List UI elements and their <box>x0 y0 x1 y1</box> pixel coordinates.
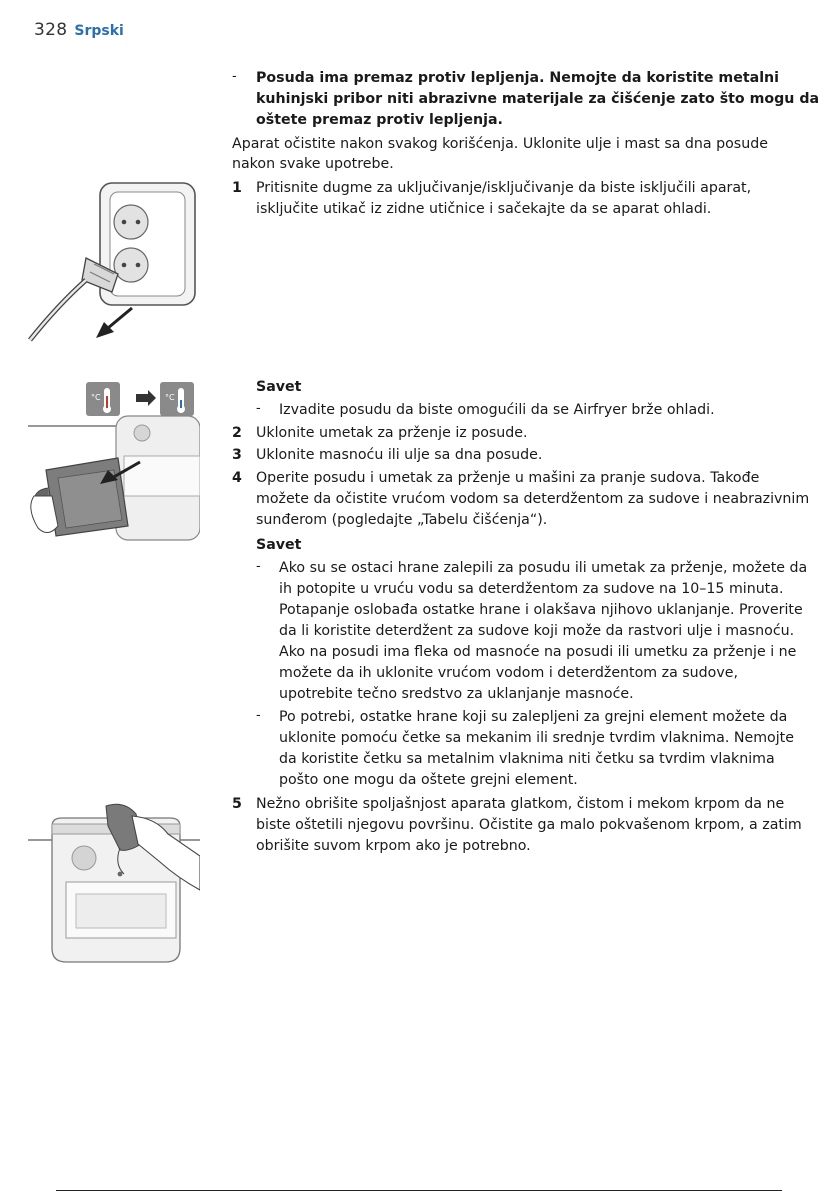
warning-line-2: kuhinjski pribor niti abrazivne materijale za čišćenje zato što mogu da <box>256 91 820 107</box>
step-5-line-3: obrišite suvom krpom ako je potrebno. <box>256 838 531 854</box>
step-3-text: Uklonite masnoću ili ulje sa dna posude. <box>256 447 543 463</box>
language-label: Srpski <box>74 23 124 39</box>
wipe-appliance-illustration <box>28 798 200 970</box>
tip-2-b1-line-5: Ako na posudi ima fleka od masnoće na posudi ili umetku za prženje i ne <box>279 644 797 660</box>
tip-2-b1-line-3: Potapanje oslobađa ostatke hrane i olakšava njihovo uklanjanje. Proverite <box>279 602 803 618</box>
step-4-number: 4 <box>232 470 242 486</box>
tip-2-b1-line-6: možete da ih uklonite vrućom vodom i deterdžentom za sudove, <box>279 665 738 681</box>
tip-1-title: Savet <box>256 379 302 395</box>
tip-2-b1-line-4: da li koristite deterdžent za sudove koji može da rastvori ulje i masnoću. <box>279 623 795 639</box>
thermo-label-cool: °C <box>165 393 175 402</box>
step-4-line-3: sunđerom (pogledajte „Tabelu čišćenja“). <box>256 512 548 528</box>
tip-2-b2-line-3: da koristite četku sa metalnim vlaknima niti četku sa tvrdim vlaknima <box>279 751 775 767</box>
tip-2-b1-line-7: upotrebite tečno sredstvo za uklanjanje masnoće. <box>279 686 634 702</box>
tip-2-b2-line-4: pošto one mogu da oštete grejni element. <box>279 772 578 788</box>
step-4-line-1: Operite posudu i umetak za prženje u mašini za pranje sudova. Takođe <box>256 470 760 486</box>
intro-line-2: nakon svake upotrebe. <box>232 156 394 172</box>
step-4-line-2: možete da očistite vrućom vodom sa deterdžentom za sudove i neabrazivnim <box>256 491 810 507</box>
step-5-line-1: Nežno obrišite spoljašnjost aparata glatkom, čistom i mekom krpom da ne <box>256 796 785 812</box>
tip-2-b2-line-1: Po potrebi, ostatke hrane koji su zalepljeni za grejni element možete da <box>279 709 788 725</box>
warning-bullet: - <box>232 69 237 84</box>
remove-basket-illustration <box>28 378 200 548</box>
tip-1-text: Izvadite posudu da biste omogućili da se Airfryer brže ohladi. <box>279 402 715 418</box>
tip-2-b2-line-2: uklonite pomoću četke sa mekanim ili srednje tvrdim vlaknima. Nemojte <box>279 730 794 746</box>
step-5-number: 5 <box>232 796 242 812</box>
step-1-line-2: isključite utikač iz zidne utičnice i sačekajte da se aparat ohladi. <box>256 201 712 217</box>
unplug-illustration <box>28 180 198 355</box>
tip-2-title: Savet <box>256 537 302 553</box>
warning-line-3: oštete premaz protiv lepljenja. <box>256 112 503 128</box>
step-1-line-1: Pritisnite dugme za uključivanje/isključivanje da biste isključili aparat, <box>256 180 752 196</box>
tip-1-bullet: - <box>256 401 261 416</box>
intro-line-1: Aparat očistite nakon svakog korišćenja. Uklonite ulje i mast sa dna posude <box>232 136 768 152</box>
thermo-label-hot: °C <box>91 393 101 402</box>
step-3-number: 3 <box>232 447 242 463</box>
step-1-number: 1 <box>232 180 242 196</box>
tip-2-b1-line-1: Ako su se ostaci hrane zalepili za posudu ili umetak za prženje, možete da <box>279 560 808 576</box>
tip-2-bullet-2: - <box>256 708 261 723</box>
step-5-line-2: biste oštetili njegovu površinu. Očistite ga malo pokvašenom krpom, a zatim <box>256 817 802 833</box>
warning-line-1: Posuda ima premaz protiv lepljenja. Nemojte da koristite metalni <box>256 70 780 86</box>
page-header <box>34 20 124 40</box>
page-number: 328 <box>34 20 68 40</box>
tip-2-b1-line-2: ih potopite u vruću vodu sa deterdžentom za sudove na 10–15 minuta. <box>279 581 784 597</box>
step-2-text: Uklonite umetak za prženje iz posude. <box>256 425 528 441</box>
step-2-number: 2 <box>232 425 242 441</box>
tip-2-bullet-1: - <box>256 559 261 574</box>
